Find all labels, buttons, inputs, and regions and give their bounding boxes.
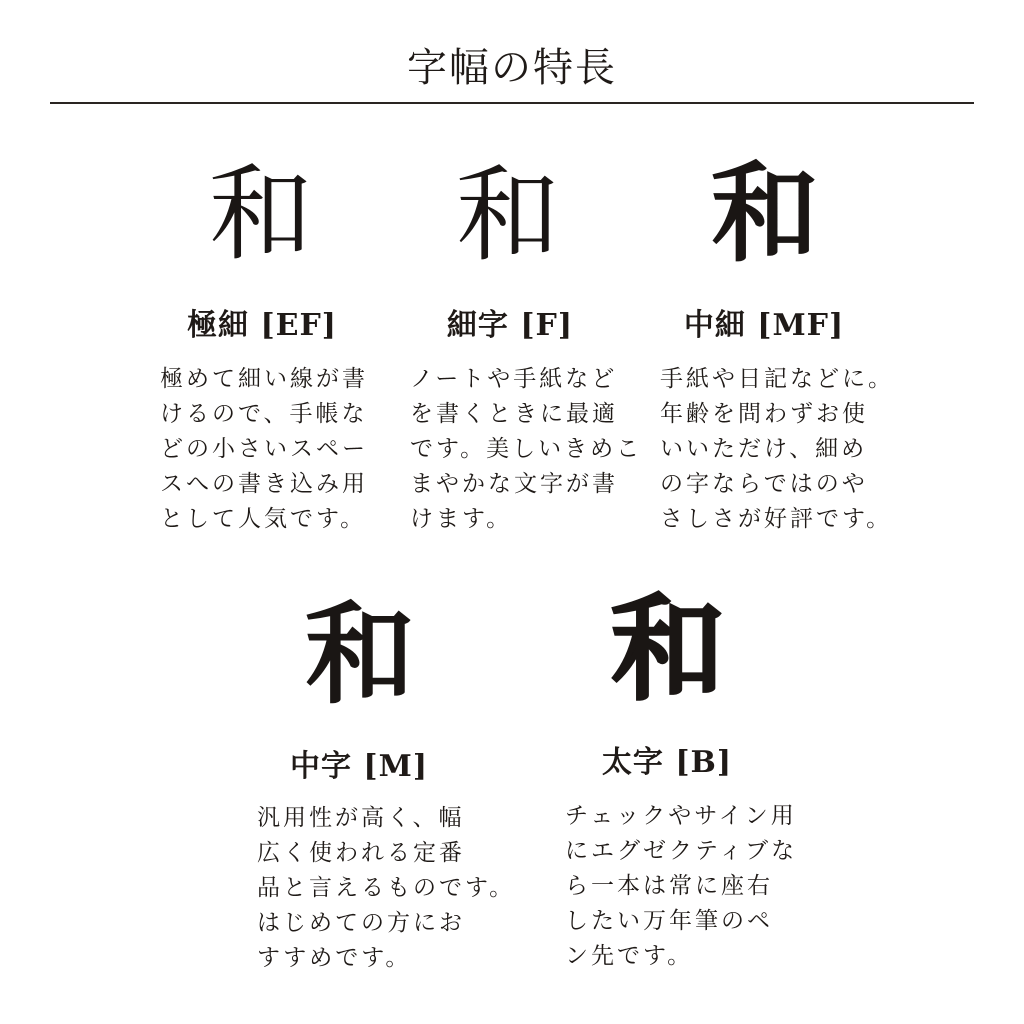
description-line: 年齢を問わずお使 — [660, 401, 868, 427]
nib-description-b — [565, 799, 798, 974]
description-line: にエグゼクティブな — [565, 838, 798, 864]
nib-label-mf: 中細 [MF] — [683, 308, 845, 343]
description-line: 広く使われる定番 — [257, 840, 465, 866]
description-line: ノートや手紙など — [410, 366, 618, 392]
sample-glyph-f: 和 — [455, 154, 560, 276]
description-line: 手紙や日記などに。 — [660, 366, 894, 392]
nib-label-m: 中字 [M] — [289, 749, 429, 784]
description-line: スへの書き込み用 — [160, 471, 368, 497]
description-line: です。美しいきめこ — [410, 436, 643, 462]
sample-glyph-mf: 和 — [710, 151, 819, 277]
description-line: まやかな文字が書 — [410, 471, 618, 497]
sample-glyph-ef: 和 — [208, 153, 313, 275]
description-line: したい万年筆のペ — [565, 908, 773, 934]
description-line: ン先です。 — [565, 943, 694, 969]
page-title: 字幅の特長 — [407, 45, 617, 91]
description-line: いいただけ、細め — [660, 436, 868, 462]
sample-glyph-m: 和 — [305, 590, 415, 719]
description-line: 汎用性が高く、幅 — [257, 805, 465, 831]
description-line: チェックやサイン用 — [565, 803, 797, 829]
nib-description-ef — [160, 362, 375, 537]
title-divider — [50, 102, 974, 104]
sample-glyph-b: 和 — [610, 582, 725, 716]
description-line: さしさが好評です。 — [660, 506, 893, 532]
description-line: 極めて細い線が書 — [160, 366, 368, 392]
nib-description-mf — [660, 362, 894, 537]
description-line: を書くときに最適 — [410, 401, 618, 427]
description-line: として人気です。 — [160, 506, 367, 532]
description-line: の字ならではのや — [660, 471, 868, 497]
description-line: けるので、手帳な — [160, 401, 368, 427]
description-line: すすめです。 — [257, 945, 412, 971]
nib-label-ef: 極細 [EF] — [187, 308, 337, 343]
description-line: はじめての方にお — [257, 910, 465, 936]
description-line: けます。 — [410, 506, 513, 532]
description-line: どの小さいスペー — [160, 436, 368, 462]
nib-description-m — [257, 801, 516, 976]
description-line: 品と言えるものです。 — [257, 875, 516, 901]
description-line: ら一本は常に座右 — [565, 873, 773, 899]
nib-label-f: 細字 [F] — [446, 308, 574, 343]
nib-description-f — [410, 362, 643, 537]
nib-label-b: 太字 [B] — [601, 745, 733, 780]
